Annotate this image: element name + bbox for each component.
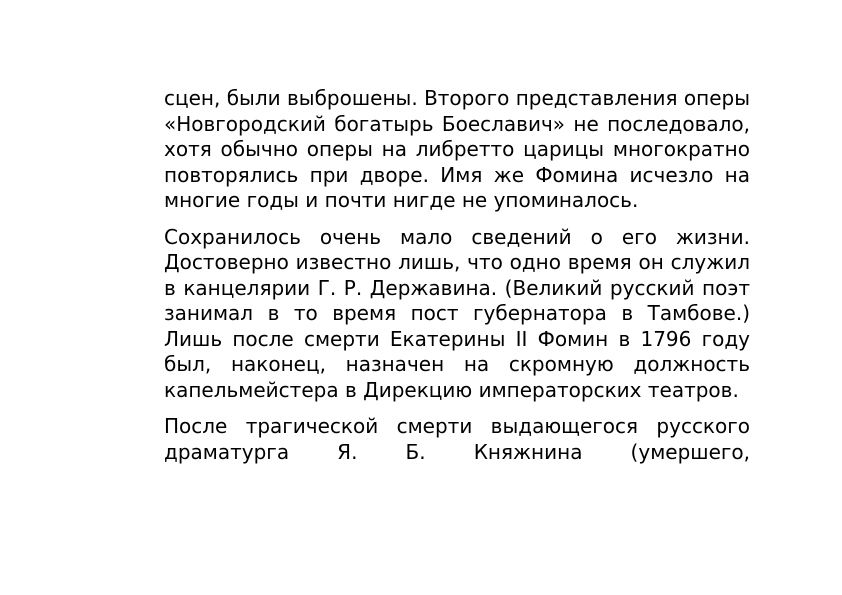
paragraph-3: После трагической смерти выдающегося русского драматурга Я. Б. Княжнина (умершего, (164, 414, 750, 464)
paragraph-2: Сохранилось очень мало сведений о его жизни. Достоверно известно лишь, что одно время он служил в канцелярии Г. Р. Державина. (Великий русский поэт занимал в то время пост губернатора в Тамбове.) Лишь после смерти Екатерины II Фомин в 1796 году был, наконец, назначен на скромную должность капельмейстера в Дирекцию императорских театров. (164, 224, 750, 402)
paragraph-1: сцен, были выброшены. Второго представления оперы «Новгородский богатырь Боеславич» не последовало, хотя обычно оперы на либретто царицы многократно повторялись при дворе. Имя же Фомина исчезло на многие годы и почти нигде не упоминалось. (164, 86, 750, 212)
body-text (164, 86, 750, 476)
